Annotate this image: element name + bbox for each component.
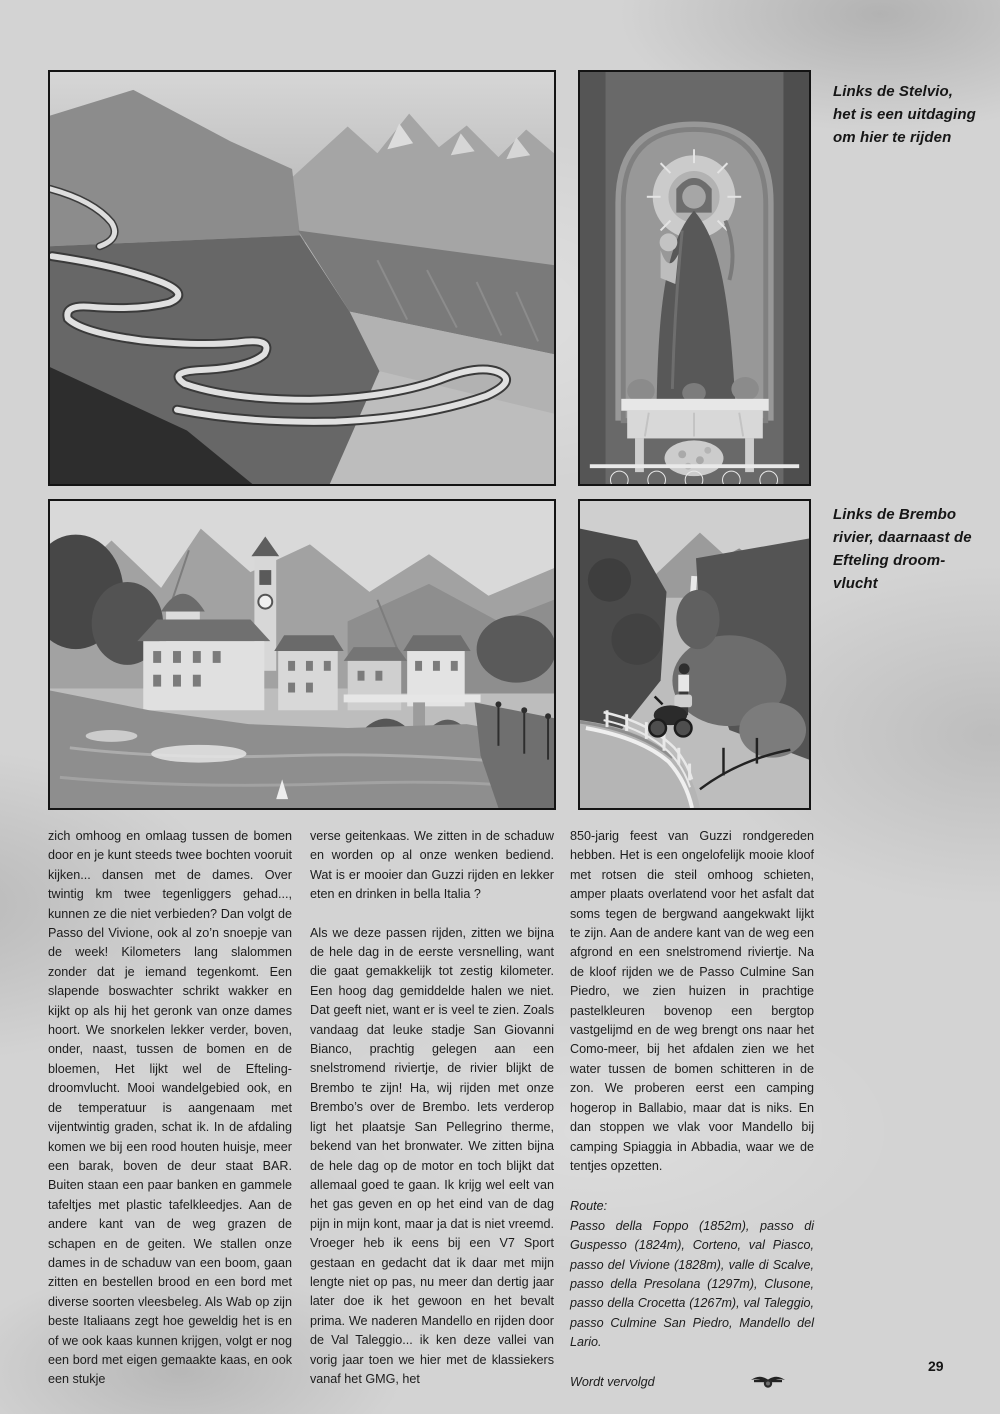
caption-brembo: Links de Brembo rivier, daarnaast de Efteling droom- vlucht bbox=[833, 506, 972, 592]
article-paragraph: 850-jarig feest van Guzzi rondgereden hebben. Het is een ongelofelijk mooie kloof met rotsen die steil omhoog schieten, amper plaats overlatend voor het asfalt dat soms tegen de bergwand aangekwakt lijkt te zijn. Aan de andere kant van de weg een afgrond en een snelstromend riviertje. Na de kloof rijden we de Passo Culmine San Piedro, we zien huizen in prachtige pastelkleuren bovenop een bergtop vastgelijmd en de weg brengt ons naar het Como-meer, bij het afdalen zien we het water tussen de bomen schitteren in de zon. We proberen eerst een camping hogerop in Ballabio, maar dat is niks. En dan stoppen we vlak voor Mandello bij camping Spiaggia in Abbadia, waar we de tentjes opzetten. bbox=[570, 829, 814, 1173]
brembo-photo bbox=[48, 499, 556, 810]
continued-label: Wordt vervolgd bbox=[570, 1374, 655, 1389]
article-paragraph: Als we deze passen rijden, zitten we bijna de hele dag in de eerste versnelling, want die gaat gemakkelijk tot zestig kilometer. Een hoog dag gemiddelde halen we niet. Dat geeft niet, want er is veel te zien. Zoals vandaag dat leuke stadje San Giovanni Bianco, prachtig gelegen aan een snelstromend riviertje, de rivier blijkt de Brembo te zijn! Ha, wij rijden met onze Brembo’s over de Brembo. Iets verderop ligt het plaatsje San Pellegrino therme, bekend van het bronwater. We zitten bijna de hele dag op de motor en toch blijkt dat allemaal goed te gaan. Ik krijg wel eelt van het gas geven en op het eind van de dag pijn in mijn kont, maar ja dat is niet vreemd. Vroeger heb ik eens bij een V7 Sport gestaan en gedacht dat ik daar met mijn lengte niet op pas, nu meer dan dertig jaar later doe ik het gewoon en het bevalt prima. We naderen Mandello en rijden door de Val Taleggio... ik ken deze vallei van vorig jaar toen we hier met de klassiekers vanaf het GMG, het bbox=[310, 925, 554, 1386]
article-column-1 bbox=[48, 827, 292, 1390]
shrine-photo-image bbox=[580, 72, 809, 484]
motorcycle-road-photo bbox=[578, 499, 811, 810]
motorcycle bbox=[649, 694, 692, 736]
caption-stelvio: Links de Stelvio, het is een uitdaging om hier te rijden bbox=[833, 83, 976, 146]
route-heading: Route: bbox=[570, 1199, 608, 1214]
motorcycle-road-photo-image bbox=[580, 501, 809, 808]
article-paragraph: verse geitenkaas. We zitten in de schaduw en worden op al onze wenken bediend. Wat is er mooier dan Guzzi rijden en lekker eten en drinken in bella Italia ? bbox=[310, 829, 554, 902]
brembo-photo-image bbox=[50, 501, 554, 808]
article-column-2 bbox=[310, 827, 554, 1389]
stelvio-photo-image bbox=[50, 72, 554, 484]
article-paragraph: zich omhoog en omlaag tussen de bomen door en je kunt steeds twee bochten vooruit kijken... dansen met de dames. Over twintig km twee tegenliggers gehad..., kunnen ze die niet verbieden? Dan volgt de Passo del Vivione, ook al zo’n snoepje van de week! Kilometers lang slalommen zonder dat je iemand tegenkomt. Een slapende boswachter schrikt wakker en kijkt op als hij het geronk van onze dames hoort. We snorkelen lekker verder, boven, onder, naast, tussen de bomen en de bloemen, Het lijkt wel de Efteling-droomvlucht. Mooi wandelgebied ook, en de temperatuur is aangenaam met vijentwintig graden, schat ik. In de afdaling komen we bij een rood houten huisje, meer een barak, boven de deur staat BAR. Buiten staan een paar banken en gammele tafeltjes met plastic tafelkleedjes. Aan de andere kant van de weg grazen de schapen en de geiten. We stallen onze dames in de schaduw van een boom, gaan zitten en bestellen brood en een bord met diverse soorten vleesbeleg. Als Wab op zijn beste Italiaans zegt hoe geweldig het is en of we ook kaas kunnen krijgen, volgt er nog een bord met eigen gemaakte kaas, en ook een stukje bbox=[48, 829, 292, 1387]
route-section bbox=[570, 1197, 814, 1352]
article-footer bbox=[570, 1373, 814, 1392]
shrine-photo bbox=[578, 70, 811, 486]
stelvio-photo bbox=[48, 70, 556, 486]
guzzi-eagle-icon bbox=[750, 1374, 786, 1390]
page-number: 29 bbox=[928, 1358, 944, 1374]
route-body: Passo della Foppo (1852m), passo di Guspesso (1824m), Corteno, val Piasco, passo del Vivione (1828m), valle di Scalve, passo della Presolana (1297m), Clusone, passo della Crocetta (1267m), val Taleggio, passo Culmine San Piedro, Mandello del Lario. bbox=[570, 1218, 814, 1350]
article-column-3 bbox=[570, 827, 814, 1392]
altar bbox=[621, 377, 768, 476]
